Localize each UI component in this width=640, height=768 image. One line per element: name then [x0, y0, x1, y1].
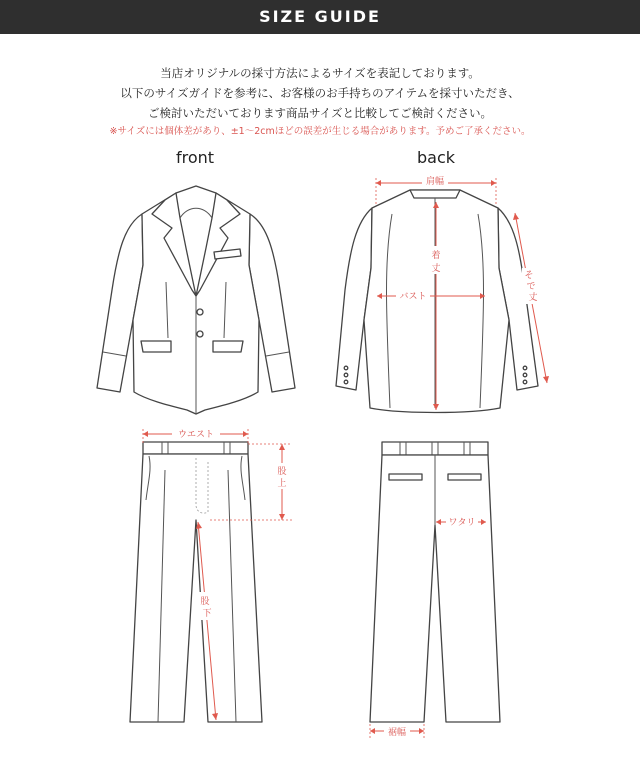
length-label-1: 着 — [431, 251, 441, 261]
rise-label-2: 上 — [277, 479, 287, 489]
intro-line: ご検討いただいております商品サイズと比較してご検討ください。 — [147, 106, 493, 120]
sleeve-label-3: 丈 — [528, 293, 538, 303]
front-label: front — [175, 148, 215, 167]
pants-front-illustration — [130, 442, 262, 722]
rise-label-1: 股 — [277, 467, 287, 477]
length-label-2: 丈 — [431, 264, 441, 274]
inseam-label-2: 下 — [202, 609, 212, 619]
page-title: SIZE GUIDE — [259, 7, 381, 26]
back-label: back — [416, 148, 456, 167]
shoulder-width-label: 肩幅 — [425, 177, 445, 187]
intro-line: 当店オリジナルの採寸方法によるサイズを表記しております。 — [160, 66, 480, 80]
sleeve-label-2: で — [526, 282, 536, 292]
hem-label: 裾幅 — [387, 728, 407, 738]
hem-measure — [370, 724, 424, 738]
inseam-label-1: 股 — [200, 597, 210, 607]
jacket-back-illustration — [336, 190, 538, 413]
sleeve-label-1: そ — [524, 271, 534, 281]
bust-label: バスト — [399, 292, 427, 302]
intro-line: 以下のサイズガイドを参考に、お客様のお手持ちのアイテムを採寸いただき、 — [120, 86, 520, 100]
thigh-label: ワタリ — [448, 518, 476, 528]
waist-label: ウエスト — [177, 430, 215, 440]
jacket-front-illustration — [97, 186, 295, 414]
pants-back-illustration — [370, 442, 500, 722]
tolerance-note: ※サイズには個体差があり、±1〜2cmほどの誤差が生じる場合があります。予めご了承ください。 — [109, 126, 531, 137]
